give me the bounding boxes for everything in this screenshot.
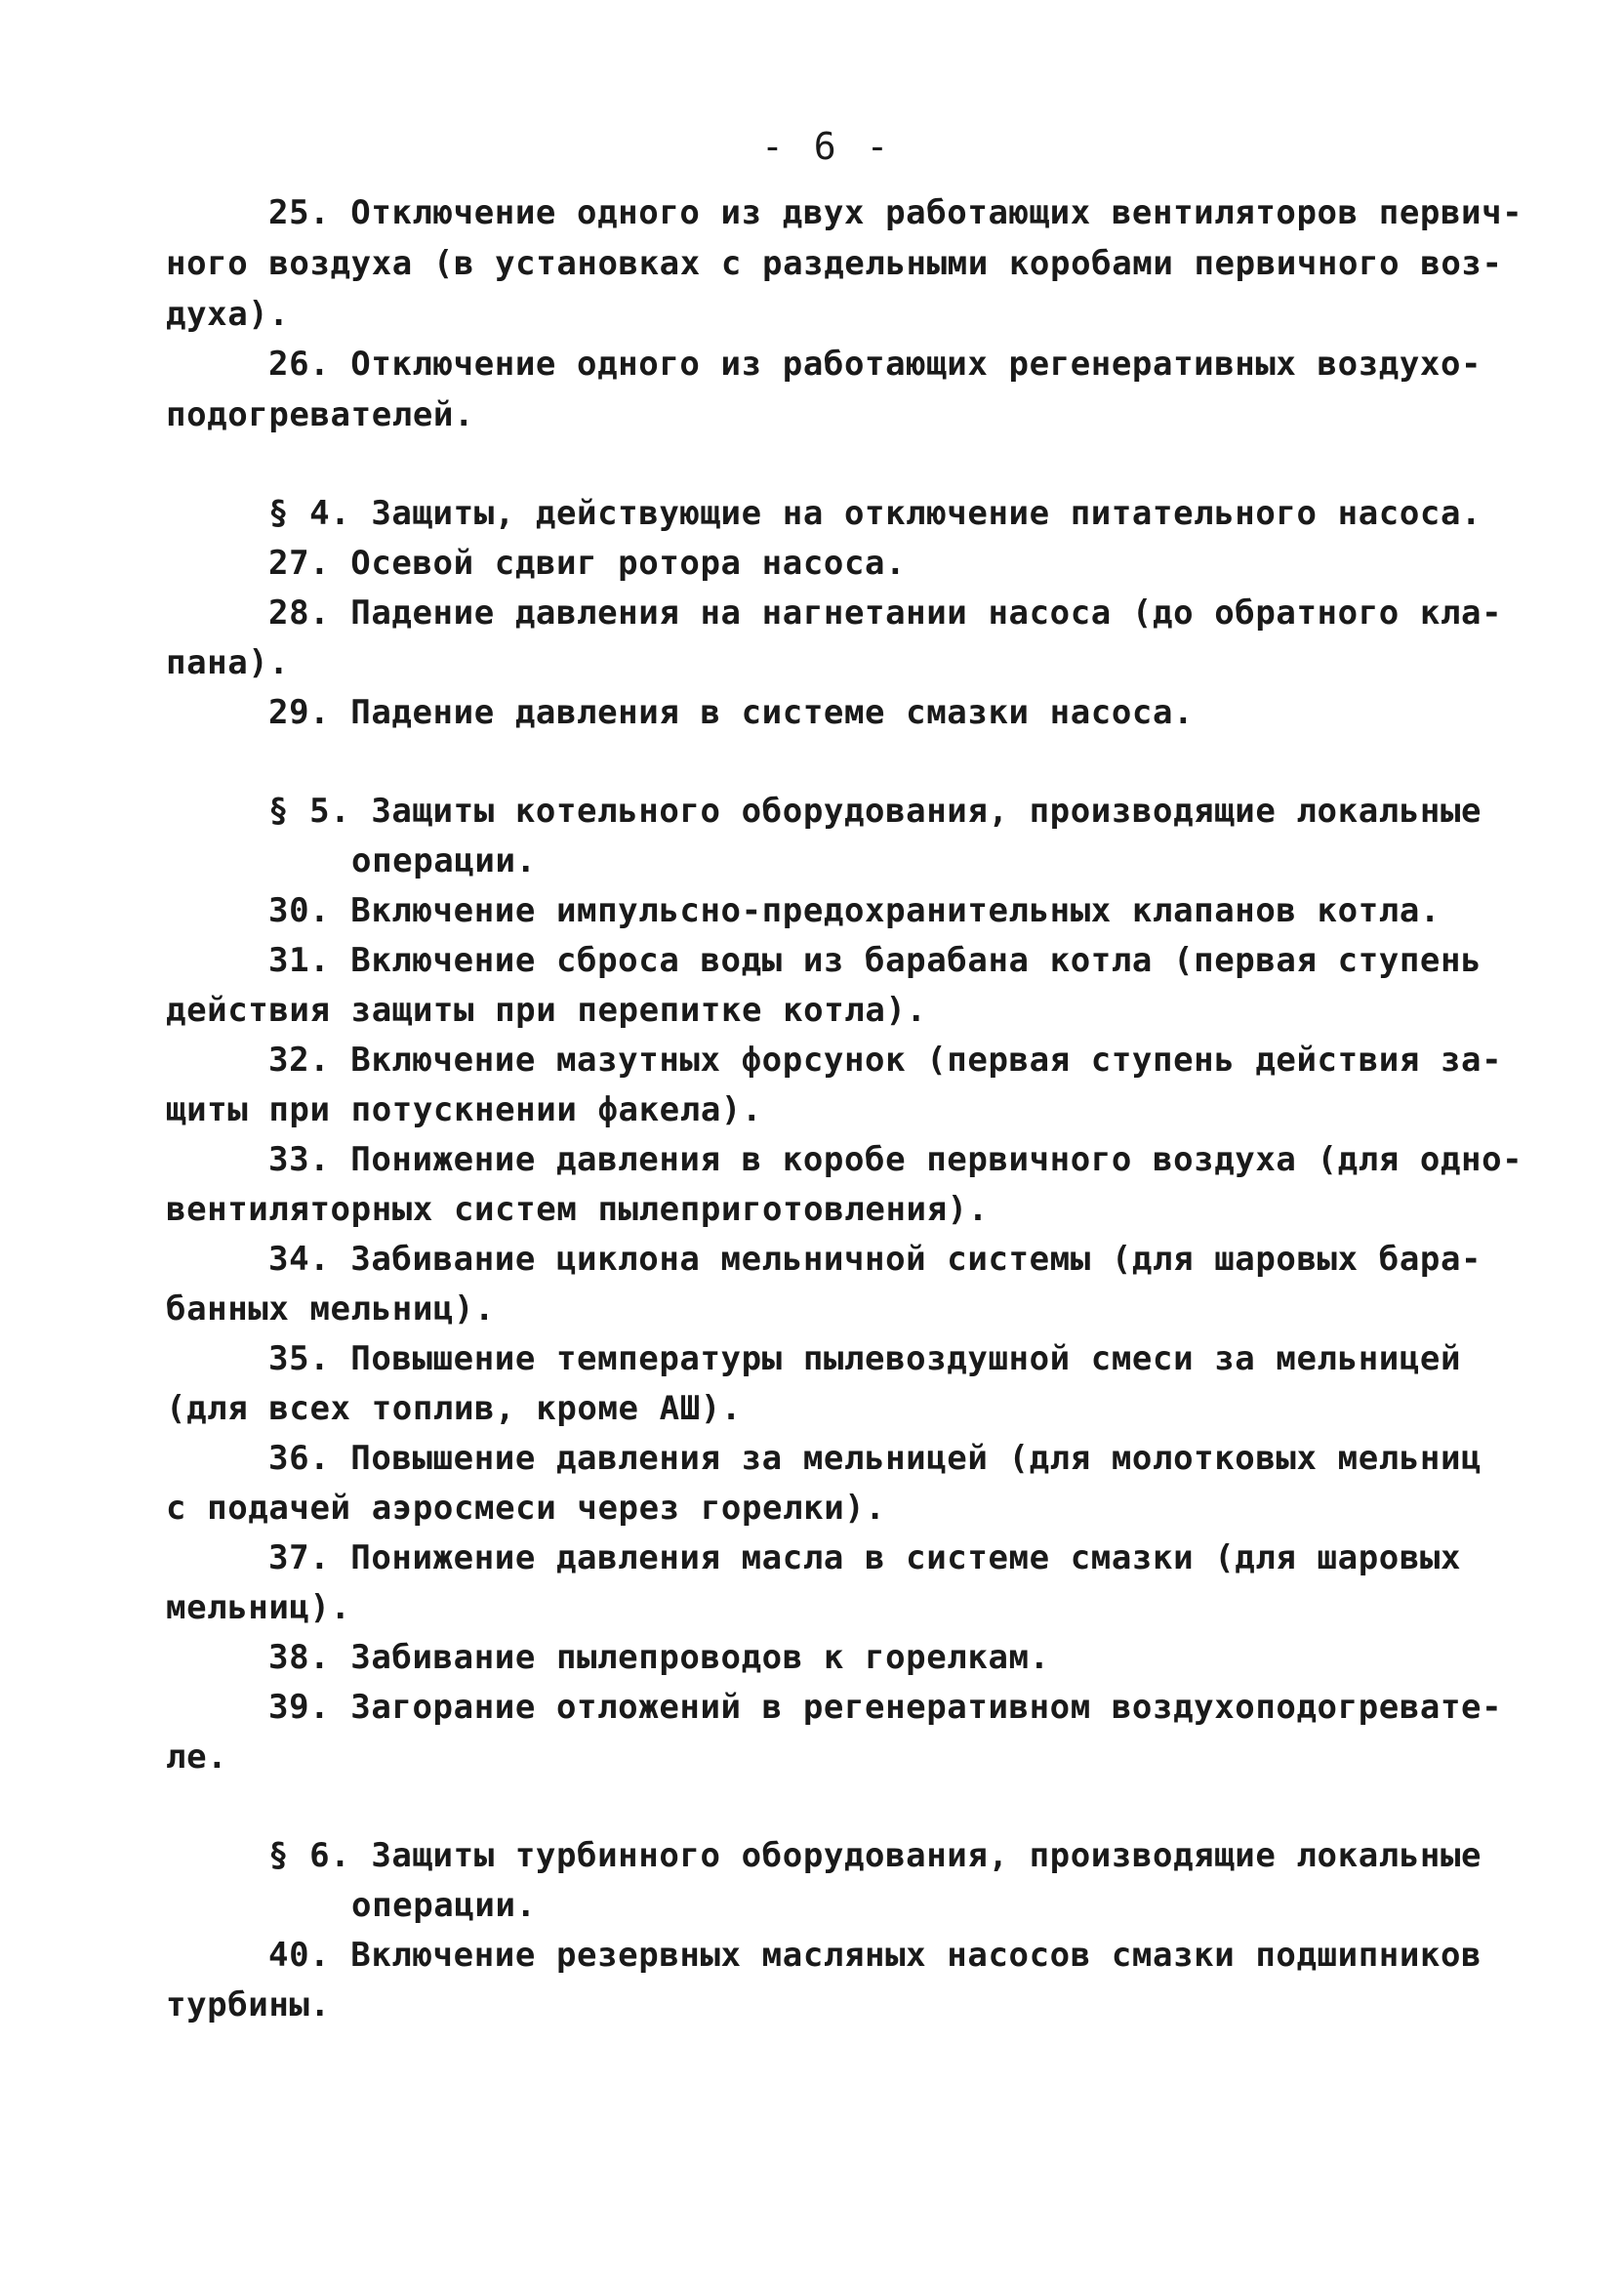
text-line: действия защиты при перепитке котла).	[166, 991, 927, 1030]
section-heading: § 4. Защиты, действующие на отключение питательного насоса.	[268, 494, 1482, 533]
text-line: мельниц).	[166, 1588, 351, 1627]
text-line: банных мельниц).	[166, 1289, 496, 1329]
text-line: 31. Включение сброса воды из барабана котла (первая ступень	[268, 941, 1482, 980]
text-line: подогревателей.	[166, 395, 475, 434]
text-line: 39. Загорание отложений в регенеративном воздухоподогревате-	[268, 1688, 1503, 1727]
text-line: 37. Понижение давления масла в системе смазки (для шаровых	[268, 1538, 1462, 1577]
text-line: 34. Забивание циклона мельничной системы (для шаровых бара-	[268, 1240, 1482, 1279]
section-heading: § 6. Защиты турбинного оборудования, производящие локальные	[268, 1836, 1482, 1875]
text-line: (для всех топлив, кроме АШ).	[166, 1389, 742, 1428]
text-line: 30. Включение импульсно-предохранительных клапанов котла.	[268, 891, 1441, 930]
text-line: 28. Падение давления на нагнетании насоса (до обратного кла-	[268, 593, 1503, 633]
text-line: 27. Осевой сдвиг ротора насоса.	[268, 544, 907, 583]
text-line: 32. Включение мазутных форсунок (первая ступень действия за-	[268, 1041, 1503, 1080]
text-line: турбины.	[166, 1985, 331, 2024]
text-line: 35. Повышение температуры пылевоздушной смеси за мельницей	[268, 1339, 1462, 1378]
text-line: 40. Включение резервных масляных насосов смазки подшипников	[268, 1936, 1482, 1975]
text-line: щиты при потускнении факела).	[166, 1090, 763, 1129]
text-line: пана).	[166, 643, 290, 682]
text-line: с подачей аэросмеси через горелки).	[166, 1489, 886, 1528]
text-line: ле.	[166, 1738, 228, 1777]
text-line: 29. Падение давления в системе смазки насоса.	[268, 693, 1195, 732]
page-number: - 6 -	[761, 125, 893, 168]
text-line: 25. Отключение одного из двух работающих вентиляторов первич-	[268, 193, 1523, 232]
text-line: 38. Забивание пылепроводов к горелкам.	[268, 1638, 1050, 1677]
text-line: 33. Понижение давления в коробе первичного воздуха (для одно-	[268, 1140, 1523, 1179]
section-heading: § 5. Защиты котельного оборудования, производящие локальные	[268, 792, 1482, 831]
section-heading-continuation: операции.	[351, 841, 537, 880]
text-line: ного воздуха (в установках с раздельными коробами первичного воз-	[166, 244, 1503, 283]
text-line: 26. Отключение одного из работающих регенеративных воздухо-	[268, 345, 1482, 384]
text-line: 36. Повышение давления за мельницей (для молотковых мельниц	[268, 1439, 1482, 1478]
section-heading-continuation: операции.	[351, 1886, 537, 1925]
text-line: вентиляторных систем пылеприготовления).	[166, 1190, 989, 1229]
text-line: духа).	[166, 295, 290, 334]
